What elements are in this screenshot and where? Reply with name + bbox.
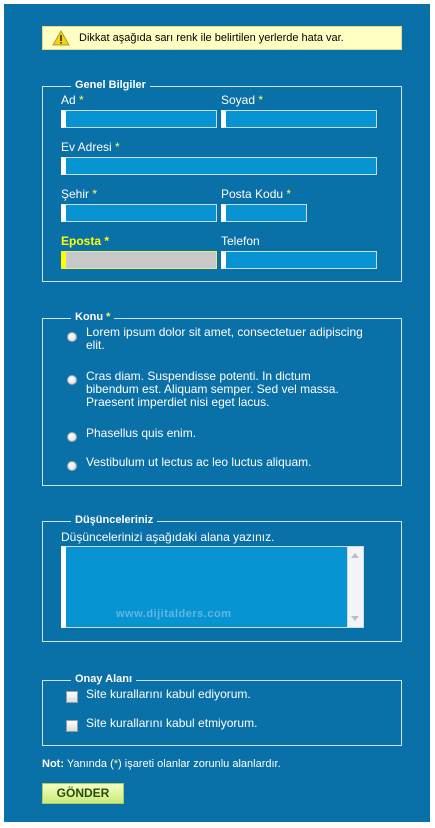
ev-adresi-label: Ev Adresi * (61, 140, 120, 154)
ad-label: Ad * (61, 93, 84, 107)
onay-option-1-label: Site kurallarını kabul ediyorum. (86, 687, 251, 701)
required-note: Not: Yanında (*) işareti olanlar zorunlu alanlardır. (42, 758, 281, 770)
error-warning-box (42, 26, 402, 50)
onay-checkbox-2[interactable] (66, 720, 78, 732)
dusunceler-legend: Düşünceleriniz (71, 514, 157, 526)
sehir-input[interactable] (61, 204, 217, 222)
konu-radio-4[interactable] (67, 461, 77, 471)
dusunceler-hint: Düşüncelerinizi aşağıdaki alana yazınız. (61, 530, 275, 544)
scroll-down-arrow-icon[interactable] (351, 616, 359, 621)
konu-radio-3[interactable] (67, 432, 77, 442)
ev-adresi-input[interactable] (61, 157, 377, 175)
eposta-label: Eposta * (61, 234, 110, 248)
eposta-input[interactable] (61, 251, 217, 269)
konu-option-2-label: Cras diam. Suspendisse potenti. In dictum bibendum est. Aliquam semper. Sed vel massa. Praesent imperdiet nisi eget lacus. (86, 369, 339, 409)
konu-radio-1[interactable] (67, 332, 77, 342)
watermark-text: www.dijitalders.com (116, 608, 232, 620)
textarea-scrollbar[interactable] (347, 547, 363, 627)
telefon-input[interactable] (221, 251, 377, 269)
soyad-label: Soyad * (221, 93, 264, 107)
posta-kodu-input[interactable] (221, 204, 307, 222)
onay-option-2-label: Site kurallarını kabul etmiyorum. (86, 716, 258, 730)
soyad-input[interactable] (221, 110, 377, 128)
konu-option-4-label: Vestibulum ut lectus ac leo luctus aliquam. (86, 455, 312, 469)
scroll-up-arrow-icon[interactable] (351, 553, 359, 558)
onay-legend: Onay Alanı (71, 673, 136, 685)
konu-legend: Konu * (71, 311, 114, 323)
onay-checkbox-1[interactable] (66, 691, 78, 703)
posta-kodu-label: Posta Kodu * (221, 187, 292, 201)
ad-input[interactable] (61, 110, 217, 128)
warning-icon (52, 30, 70, 46)
konu-option-3-label: Phasellus quis enim. (86, 426, 197, 440)
general-info-legend: Genel Bilgiler (71, 79, 150, 91)
warning-text: Dikkat aşağıda sarı renk ile belirtilen yerlerde hata var. (79, 32, 344, 44)
konu-option-1-label: Lorem ipsum dolor sit amet, consectetuer adipiscing elit. (86, 325, 363, 352)
telefon-label: Telefon (221, 234, 260, 248)
dusunceler-textarea[interactable] (61, 546, 364, 628)
konu-radio-2[interactable] (67, 375, 77, 385)
submit-button[interactable]: GÖNDER (42, 783, 124, 804)
sehir-label: Şehir * (61, 187, 98, 201)
